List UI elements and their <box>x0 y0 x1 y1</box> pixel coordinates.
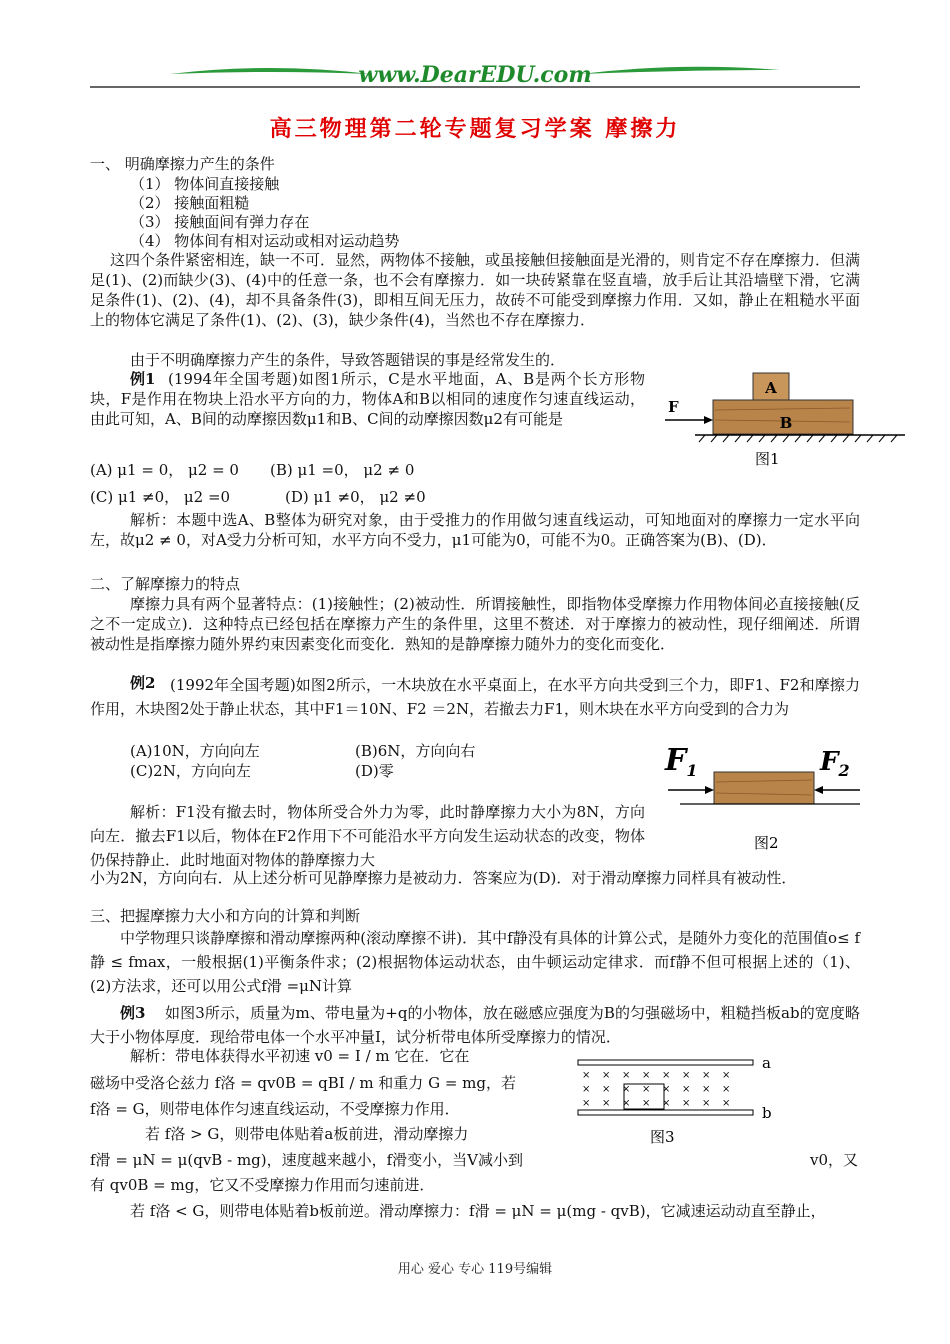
example3-analysis-line: f洛 = G，则带电体作匀速直线运动，不受摩擦力作用． <box>90 1100 460 1118</box>
arrow-head-icon <box>705 786 714 794</box>
example3-text: 如图3所示，质量为m、带电量为+q的小物体，放在磁感应强度为B的匀强磁场中，粗糙挡板ab的宽度略大于小物体厚度．现给带电体一个水平冲量I，试分析带电体所受摩擦力的情况． <box>90 1004 860 1046</box>
figure-2 <box>660 740 870 855</box>
example1-option-c: (C) μ1 ≠0， μ2 =0 <box>90 488 231 506</box>
example2-text: (1992年全国考题)如图2所示，一木块放在水平桌面上，在水平方向共受到三个力，即F1、F2和摩擦力作用，木块图2处于静止状态，其中F1＝10N、F2 ＝2N，若撤去力F1，则木块在水平方向受到的合力为 <box>90 676 860 718</box>
svg-text:×: × <box>722 1098 731 1109</box>
section1-paragraph: 这四个条件紧密相连，缺一不可．显然，两物体不接触，或虽接触但接触面是光滑的，则肯定不存在摩擦力．但满足(1)、(2)而缺少(3)、(4)中的任意一条，也不会有摩擦力．如一块砖紧靠在竖直墙，放手后让其沿墙壁下滑，它满足条件(1)、(2)、(4)，却不具备条件(3)，即相互间无压力，故砖不可能受到摩擦力作用．又如，静止在粗糙水平面上的物体它满足了条件(1)、(2)、(3)，缺少条件(4)，当然也不存在摩擦力． <box>90 251 861 329</box>
magnetic-field-marks <box>582 1070 730 1109</box>
figure-3 <box>570 1050 790 1150</box>
example1-option-d: (D) μ1 ≠0， μ2 ≠0 <box>285 488 426 506</box>
example2-analysis-2: 小为2N，方向向右．从上述分析可见静摩擦力是被动力．答案应为(D)．对于滑动摩擦力同样具有被动性． <box>90 869 797 887</box>
svg-text:×: × <box>702 1070 711 1081</box>
example3-analysis-line: v0，又 <box>810 1151 859 1169</box>
section3-paragraph: 中学物理只谈静摩擦和滑动摩擦两种(滚动摩擦不讲)．其中f静没有具体的计算公式，是随外力变化的范围值o≤ f静 ≤ fmax，一般根据(1)平衡条件求；(2)根据物体运动状态，由牛顿运动定律求．而f静不但可根据上述的（1)、(2)方法求，还可以用公式f滑 =μN计算 <box>90 929 860 995</box>
example3-analysis-line: f滑 = μN = μ(qvB - mg)，速度越来越小，f滑变小，当V减小到 <box>90 1151 524 1169</box>
ground-hatch <box>699 435 897 442</box>
plate-b <box>578 1110 753 1115</box>
svg-text:×: × <box>722 1070 731 1081</box>
example2-option-d: (D)零 <box>355 762 394 780</box>
svg-text:×: × <box>662 1098 671 1109</box>
svg-text:×: × <box>602 1098 611 1109</box>
example2-option-c: (C)2N，方向向左 <box>130 762 251 780</box>
wood-block <box>714 772 814 804</box>
plate-a-label: a <box>762 1054 771 1072</box>
example3-label: 例3 <box>120 1004 146 1022</box>
force-f2-label: $F_2$ <box>820 747 850 780</box>
example3-analysis-line: 磁场中受洛仑兹力 f洛 = qv0B = qBI / m 和重力 G = mg，若 <box>90 1074 516 1092</box>
svg-text:×: × <box>622 1084 631 1095</box>
example1-text: (1994年全国考题)如图1所示，C是水平地面，A、B是两个长方形物块，F是作用在物块上沿水平方向的力，物体A和B以相同的速度作匀速直线运动，由此可知，A、B间的动摩擦因数μ1和B、C间的动摩擦因数μ2有可能是 <box>90 370 645 428</box>
page-title: 高三物理第二轮专题复习学案 摩擦力 <box>269 116 681 142</box>
svg-text:×: × <box>622 1070 631 1081</box>
svg-text:×: × <box>702 1098 711 1109</box>
section1-paragraph-2: 由于不明确摩擦力产生的条件，导致答题错误的事是经常发生的． <box>130 351 566 369</box>
figure-1-caption: 图1 <box>755 450 780 468</box>
figure-3-caption: 图3 <box>650 1128 675 1146</box>
section3-heading: 三、把握摩擦力大小和方向的计算和判断 <box>90 907 361 925</box>
condition-item: （3） 接触面间有弹力存在 <box>130 213 310 231</box>
page-footer: 用心 爱心 专心 119号编辑 <box>397 1262 553 1277</box>
svg-text:×: × <box>682 1098 691 1109</box>
example2-label: 例2 <box>130 674 156 692</box>
svg-text:×: × <box>602 1070 611 1081</box>
svg-text:×: × <box>582 1098 591 1109</box>
example2-analysis-1: 解析：F1没有撤去时，物体所受合外力为零，此时静摩擦力大小为8N，方向向左．撤去F1以后，物体在F2作用下不可能沿水平方向发生运动状态的改变，物体仍保持静止．此时地面对物体的静摩擦力大 <box>90 803 645 869</box>
svg-text:×: × <box>582 1084 591 1095</box>
example1-option-a: (A) μ1 = 0， μ2 = 0 <box>90 461 239 479</box>
arrow-head-icon <box>814 786 823 794</box>
plate-b-label: b <box>762 1104 772 1122</box>
example3-analysis-line: 有 qv0B = mg，它又不受摩擦力作用而匀速前进． <box>90 1176 435 1194</box>
section1-heading: 一、 明确摩擦力产生的条件 <box>90 155 275 173</box>
svg-text:×: × <box>682 1070 691 1081</box>
svg-text:×: × <box>602 1084 611 1095</box>
svg-text:×: × <box>662 1070 671 1081</box>
example1-option-b: (B) μ1 =0， μ2 ≠ 0 <box>270 461 415 479</box>
force-f-label: F <box>668 398 679 416</box>
figure-1 <box>660 368 910 468</box>
svg-text:×: × <box>582 1070 591 1081</box>
example3-analysis-line: 若 f洛 > G，则带电体贴着a板前进，滑动摩擦力 <box>145 1125 469 1143</box>
example2-option-b: (B)6N，方向向右 <box>355 742 476 760</box>
svg-text:×: × <box>662 1084 671 1095</box>
svg-text:×: × <box>722 1084 731 1095</box>
condition-item: （2） 接触面粗糙 <box>130 194 250 212</box>
svg-text:×: × <box>642 1098 651 1109</box>
arrow-head-icon <box>704 416 713 424</box>
plate-a <box>578 1060 753 1065</box>
header-swoosh-left <box>170 68 370 74</box>
figure-2-caption: 图2 <box>754 834 779 852</box>
svg-text:×: × <box>642 1084 651 1095</box>
condition-item: （1） 物体间直接接触 <box>130 175 280 193</box>
condition-item: （4） 物体间有相对运动或相对运动趋势 <box>130 232 400 250</box>
example3-analysis-line: 若 f洛 < G，则带电体贴着b板前逆。滑动摩擦力：f滑 = μN = μ(mg - qvB)，它减速运动动直至静止， <box>130 1202 826 1220</box>
block-b-label: B <box>779 414 793 432</box>
svg-text:×: × <box>682 1084 691 1095</box>
svg-text:×: × <box>622 1098 631 1109</box>
svg-text:×: × <box>702 1084 711 1095</box>
example2-option-a: (A)10N，方向向左 <box>130 742 260 760</box>
header-banner <box>90 60 860 94</box>
section2-paragraph: 摩擦力具有两个显著特点：(1)接触性；(2)被动性．所谓接触性，即指物体受摩擦力作用物体间必直接接触(反之不一定成立)．这种特点已经包括在摩擦力产生的条件里，这里不赘述．对于摩擦力的被动性，现仔细阐述．所谓被动性是指摩擦力随外界约束因素变化而变化．熟知的是静摩擦力随外力的变化而变化． <box>90 595 860 653</box>
svg-text:×: × <box>642 1070 651 1081</box>
block-a-label: A <box>765 379 777 397</box>
header-site: www.DearEDU.com <box>358 62 592 88</box>
header-swoosh-right <box>580 67 780 74</box>
section2-heading: 二、了解摩擦力的特点 <box>90 575 241 593</box>
example3-analysis-line: 解析：带电体获得水平初速 v0 = I / m 它在．它在 <box>130 1047 470 1065</box>
example1-label: 例1 <box>130 370 156 388</box>
force-f1-label: $F_1$ <box>665 743 698 780</box>
example1-analysis: 解析：本题中选A、B整体为研究对象，由于受推力的作用做匀速直线运动，可知地面对的摩擦力一定水平向左，故μ2 ≠ 0，对A受力分析可知，水平方向不受力，μ1可能为0，可能不为0。正确答案为(B)、(D)． <box>90 511 860 549</box>
